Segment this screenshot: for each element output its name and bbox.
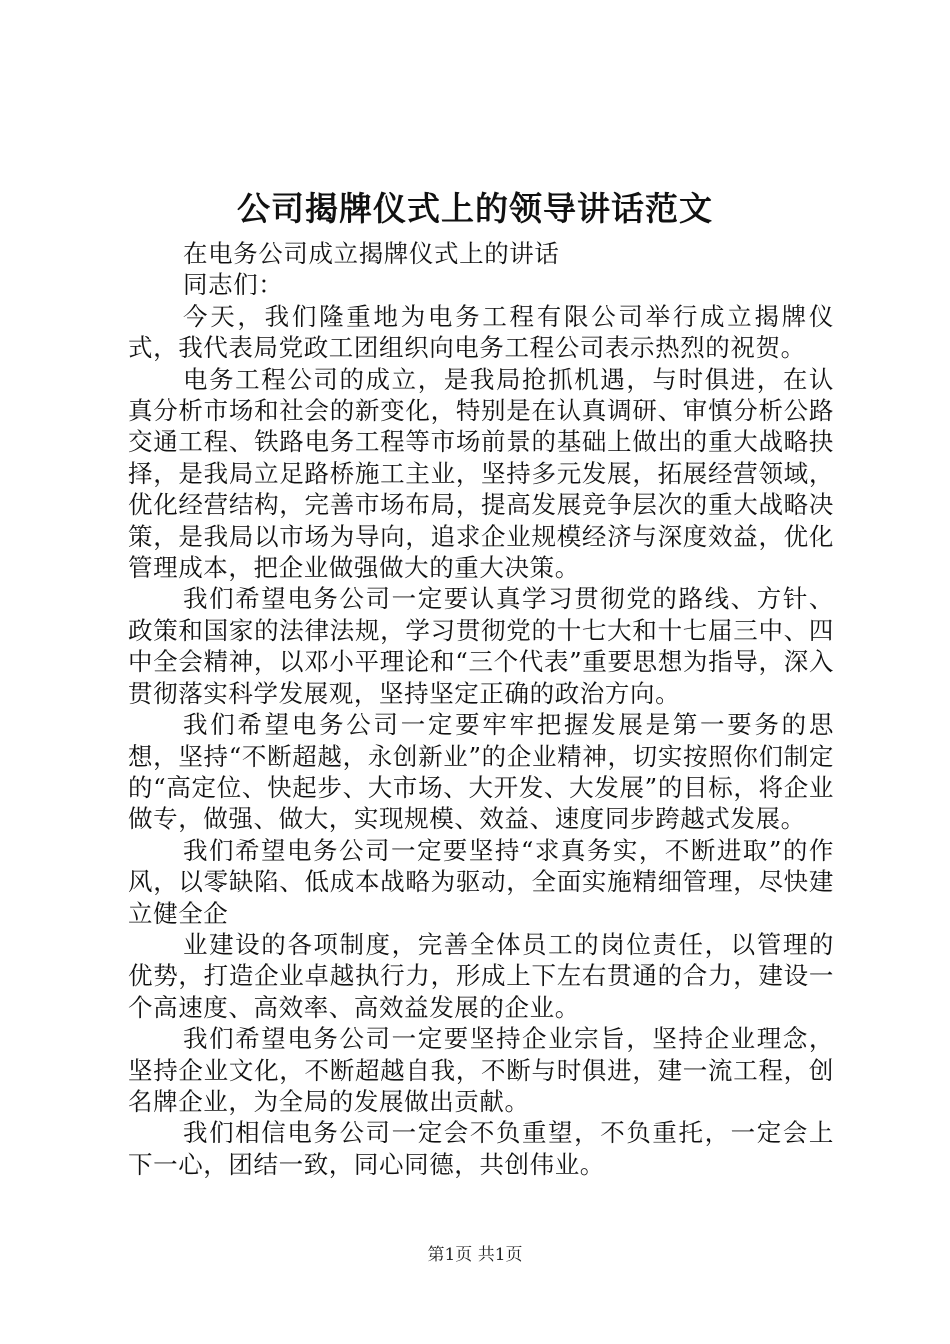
salutation: 同志们： [183, 270, 284, 300]
paragraph: 业建设的各项制度，完善全体员工的岗位责任，以管理的优势，打造企业卓越执行力，形成上下左右贯通的合力，建设一个高速度、高效率、高效益发展的企业。 [128, 929, 834, 1022]
paragraph: 今天，我们隆重地为电务工程有限公司举行成立揭牌仪式，我代表局党政工团组织向电务工程公司表示热烈的祝贺。 [128, 301, 834, 363]
paragraph: 电务工程公司的成立，是我局抢抓机遇，与时俱进，在认真分析市场和社会的新变化，特别是在认真调研、审慎分析公路交通工程、铁路电务工程等市场前景的基础上做出的重大战略抉择，是我局立足路桥施工主业，坚持多元发展，拓展经营领域，优化经营结构，完善市场布局，提高发展竞争层次的重大战略决策，是我局以市场为导向，追求企业规模经济与深度效益，优化管理成本，把企业做强做大的重大决策。 [128, 364, 834, 583]
page-total: 共1页 [477, 1245, 523, 1265]
document-title: 公司揭牌仪式上的领导讲话范文 [237, 189, 713, 228]
page-number: 第1页 [427, 1245, 473, 1265]
paragraph: 我们希望电务公司一定要坚持企业宗旨，坚持企业理念，坚持企业文化，不断超越自我，不断与时俱进，建一流工程，创名牌企业，为全局的发展做出贡献。 [128, 1024, 834, 1116]
paragraph: 我们希望电务公司一定要认真学习贯彻党的路线、方针、政策和国家的法律法规，学习贯彻党的十七大和十七届三中、四中全会精神，以邓小平理论和“三个代表”重要思想为指导，深入贯彻落实科学发展观，坚持坚定正确的政治方向。 [128, 584, 834, 708]
paragraph: 我们希望电务公司一定要牢牢把握发展是第一要务的思想，坚持“不断超越，永创新业”的企业精神，切实按照你们制定的“高定位、快起步、大市场、大开发、大发展”的目标，将企业做专，做强、做大，实现规模、效益、速度同步跨越式发展。 [128, 710, 834, 834]
page-footer [0, 1244, 950, 1266]
paragraph: 我们相信电务公司一定会不负重望，不负重托，一定会上下一心，团结一致，同心同德，共创伟业。 [128, 1118, 834, 1179]
speech-heading: 在电务公司成立揭牌仪式上的讲话 [183, 239, 560, 268]
paragraph: 我们希望电务公司一定要坚持“求真务实，不断进取”的作风，以零缺陷、低成本战略为驱动，全面实施精细管理，尽快建立健全企 [128, 835, 834, 928]
document-body [128, 238, 834, 1180]
